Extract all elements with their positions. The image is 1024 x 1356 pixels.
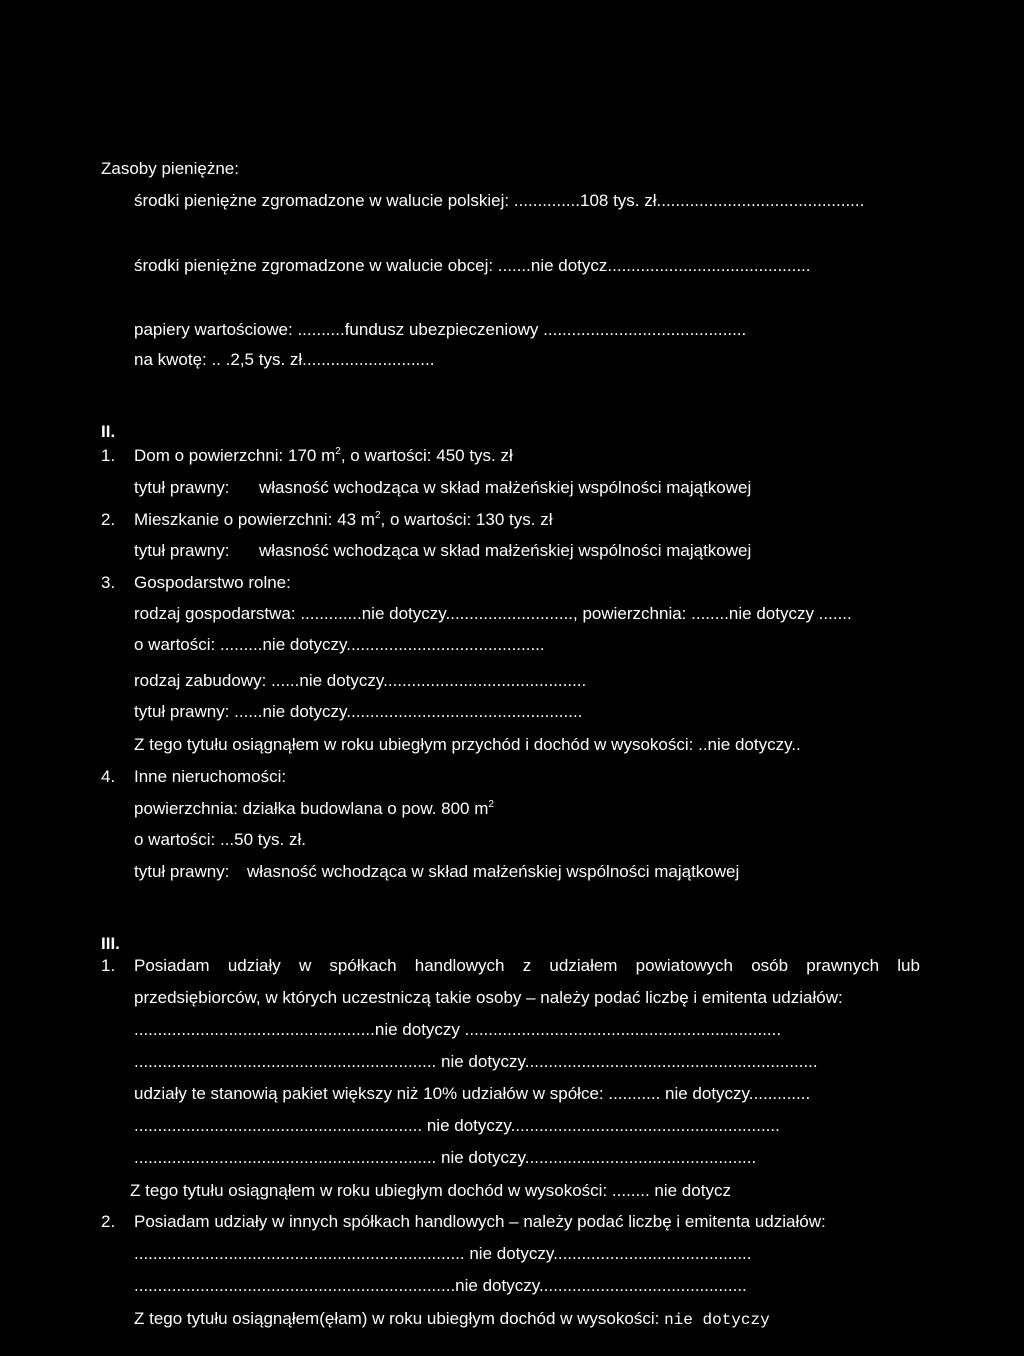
other-shares-income: Z tego tytułu osiągnąłem(ęłam) w roku ubiegłym dochód w wysokości: nie dotyczy [134, 1309, 770, 1329]
item-number: 4. [101, 767, 116, 786]
item-number: 2. [101, 510, 116, 529]
item-number: 3. [101, 573, 116, 592]
house-line: Dom o powierzchni: 170 $m^2$, o wartości: 450 tys. zł [134, 446, 513, 465]
farm-buildings: rodzaj zabudowy: ......nie dotyczy........................................... [134, 671, 587, 690]
cash-foreign: środki pieniężne zgromadzone w walucie obcej: .......nie dotycz........................................... [134, 256, 811, 275]
justified-word: Posiadam [134, 956, 210, 975]
shares-line-1 [134, 956, 920, 976]
shares-dots-3: ............................................................. nie dotyczy......................................................... [134, 1116, 780, 1135]
farm-income: Z tego tytułu osiągnąłem w roku ubiegłym przychód i dochód w wysokości: ..nie dotyczy.. [134, 735, 801, 754]
section-ii-label: II. [101, 422, 116, 441]
securities: papiery wartościowe: ..........fundusz ubezpieczeniowy ........................................... [134, 320, 747, 339]
other-property-heading: Inne nieruchomości: [134, 767, 287, 786]
justified-word: lub [897, 956, 920, 975]
shares-dots-4: ................................................................ nie dotyczy................................................. [134, 1148, 757, 1167]
section-iii-label: III. [101, 934, 120, 953]
other-property-title: tytuł prawny: własność wchodząca w skład małżeńskiej wspólności majątkowej [134, 862, 740, 881]
justified-word: w [298, 956, 312, 975]
cash-heading: Zasoby pieniężne: [101, 159, 239, 178]
shares-10-percent: udziały te stanowią pakiet większy niż 10% udziałów w spółce: ........... nie dotyczy............. [134, 1084, 811, 1103]
justified-word: osób [751, 956, 789, 975]
item-number: 1. [101, 446, 116, 465]
shares-dots-2: ................................................................ nie dotyczy.............................................................. [134, 1052, 818, 1071]
farm-heading: Gospodarstwo rolne: [134, 573, 291, 592]
justified-word: powiatowych [635, 956, 733, 975]
justified-word: handlowych [414, 956, 505, 975]
justified-word: spółkach [329, 956, 397, 975]
item-number: 1. [101, 956, 116, 975]
farm-title: tytuł prawny: ......nie dotyczy.................................................. [134, 702, 583, 721]
farm-value: o wartości: .........nie dotyczy.......................................... [134, 635, 545, 654]
securities-amount: na kwotę: .. .2,5 tys. zł............................ [134, 350, 435, 369]
justified-word: udziały [227, 956, 281, 975]
justified-word: prawnych [806, 956, 880, 975]
shares-dots-1: ...................................................nie dotyczy ................................................................... [134, 1020, 782, 1039]
shares-income: Z tego tytułu osiągnąłem w roku ubiegłym dochód w wysokości: ........ nie dotycz [130, 1181, 731, 1200]
justified-word: udziałem [549, 956, 618, 975]
item-number: 2. [101, 1212, 116, 1231]
cash-pln: środki pieniężne zgromadzone w walucie polskiej: ..............108 tys. zł............................................ [134, 191, 865, 210]
other-shares-dots-1: ...................................................................... nie dotyczy.......................................... [134, 1244, 752, 1263]
other-shares: Posiadam udziały w innych spółkach handlowych – należy podać liczbę i emitenta udziałów: [134, 1212, 826, 1231]
other-shares-dots-2: ....................................................................nie dotyczy............................................ [134, 1276, 747, 1295]
other-property-area: powierzchnia: działka budowlana o pow. 800 $m^2$ [134, 799, 494, 818]
justified-word: z [522, 956, 532, 975]
flat-line: Mieszkanie o powierzchni: 43 $m^2$, o wartości: 130 tys. zł [134, 510, 553, 529]
other-property-value: o wartości: ...50 tys. zł. [134, 830, 306, 849]
house-title: tytuł prawny: własność wchodząca w skład małżeńskiej wspólności majątkowej [134, 478, 752, 497]
flat-title: tytuł prawny: własność wchodząca w skład małżeńskiej wspólności majątkowej [134, 541, 752, 560]
farm-kind: rodzaj gospodarstwa: .............nie dotyczy..........................., powierzchnia: ........nie dotyczy ....... [134, 604, 852, 623]
shares-line-2: przedsiębiorców, w których uczestniczą takie osoby – należy podać liczbę i emitenta udziałów: [134, 988, 843, 1007]
